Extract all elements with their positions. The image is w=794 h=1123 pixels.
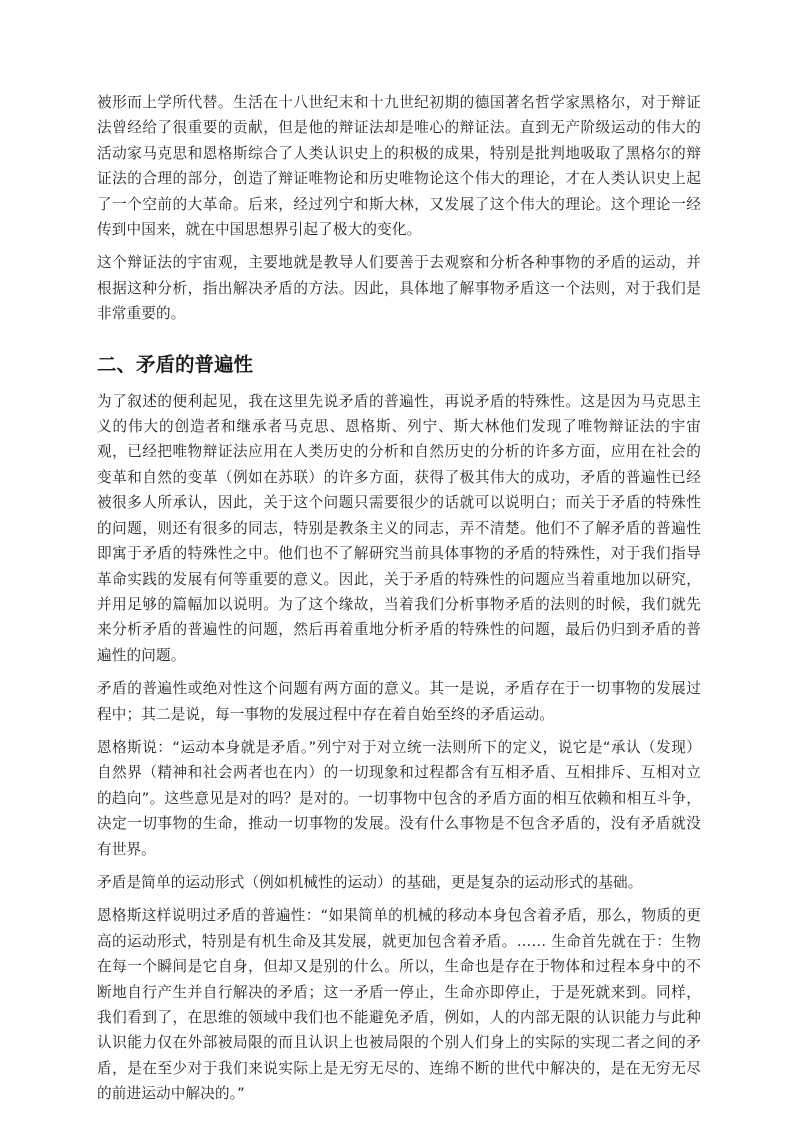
paragraph-hegel-dialectics: 被形而上学所代替。生活在十八世纪末和十九世纪初期的德国著名哲学家黑格尔，对于辩证法曾经给了很重要的贡献，但是他的辩证法却是唯心的辩证法。直到无产阶级运动的伟大的活动家马克思和恩格斯综合了人类认识史上的积极的成果，特别是批判地吸取了黑格尔的辩证法的合理的部分，创造了辩证唯物论和历史唯物论这个伟大的理论，才在人类认识史上起了一个空前的大革命。后来，经过列宁和斯大林，又发展了这个伟大的理论。这个理论一经传到中国来，就在中国思想界引起了极大的变化。 <box>97 94 701 239</box>
paragraph-dialectical-worldview: 这个辩证法的宇宙观，主要地就是教导人们要善于去观察和分析各种事物的矛盾的运动，并根据这种分析，指出解决矛盾的方法。因此，具体地了解事物矛盾这一个法则，对于我们是非常重要的。 <box>97 254 701 323</box>
section-heading-universality: 二、矛盾的普遍性 <box>97 352 254 376</box>
paragraph-motion-forms: 矛盾是简单的运动形式（例如机械性的运动）的基础，更是复杂的运动形式的基础。 <box>97 873 643 891</box>
paragraph-two-meanings: 矛盾的普遍性或绝对性这个问题有两方面的意义。其一是说，矛盾存在于一切事物的发展过程中；其二是说，每一事物的发展过程中存在着自始至终的矛盾运动。 <box>97 680 701 723</box>
document-page <box>97 90 701 1115</box>
paragraph-engels-universality: 恩格斯这样说明过矛盾的普遍性：“如果简单的机械的移动本身包含着矛盾，那么，物质的更高的运动形式，特别是有机生命及其发展，就更加包含着矛盾。…… 生命首先就在于：生物在每一个瞬间是它自身，但却又是别的什么。所以，生命也是存在于物体和过程本身中的不断地自行产生并自行解决的矛盾；这一矛盾一停止，生命亦即停止，于是死就来到。同样，我们看到了，在思维的领域中我们也不能避免矛盾，例如，人的内部无限的认识能力与此种认识能力仅在外部被局限的而且认识上也被局限的个别人们身上的实际的实现二者之间的矛盾，是在至少对于我们来说实际上是无穷无尽的、连绵不断的世代中解决的，是在无穷无尽的前进运动中解决的。” <box>97 907 701 1103</box>
paragraph-engels-lenin-quote: 恩格斯说：“运动本身就是矛盾。”列宁对于对立统一法则所下的定义，说它是“承认（发现）自然界（精神和社会两者也在内）的一切现象和过程都含有互相矛盾、互相排斥、互相对立的趋向”。这些意见是对的吗？是对的。一切事物中包含的矛盾方面的相互依赖和相互斗争，决定一切事物的生命，推动一切事物的发展。没有什么事物是不包含矛盾的，没有矛盾就没有世界。 <box>97 738 701 858</box>
paragraph-universality-intro: 为了叙述的便利起见，我在这里先说矛盾的普遍性，再说矛盾的特殊性。这是因为马克思主义的伟大的创造者和继承者马克思、恩格斯、列宁、斯大林他们发现了唯物辩证法的宇宙观，已经把唯物辩证法应用在人类历史的分析和自然历史的分析的许多方面，应用在社会的变革和自然的变革（例如在苏联）的许多方面，获得了极其伟大的成功，矛盾的普遍性已经被很多人所承认，因此，关于这个问题只需要很少的话就可以说明白；而关于矛盾的特殊性的问题，则还有很多的同志，特别是教条主义的同志，弄不清楚。他们不了解矛盾的普遍性即寓于矛盾的特殊性之中。他们也不了解研究当前具体事物的矛盾的特殊性，对于我们指导革命实践的发展有何等重要的意义。因此，关于矛盾的特殊性的问题应当着重地加以研究，并用足够的篇幅加以说明。为了这个缘故，当着我们分析事物矛盾的法则的时候，我们就先来分析矛盾的普遍性的问题，然后再着重地分析矛盾的特殊性的问题，最后仍归到矛盾的普遍性的问题。 <box>97 392 701 664</box>
